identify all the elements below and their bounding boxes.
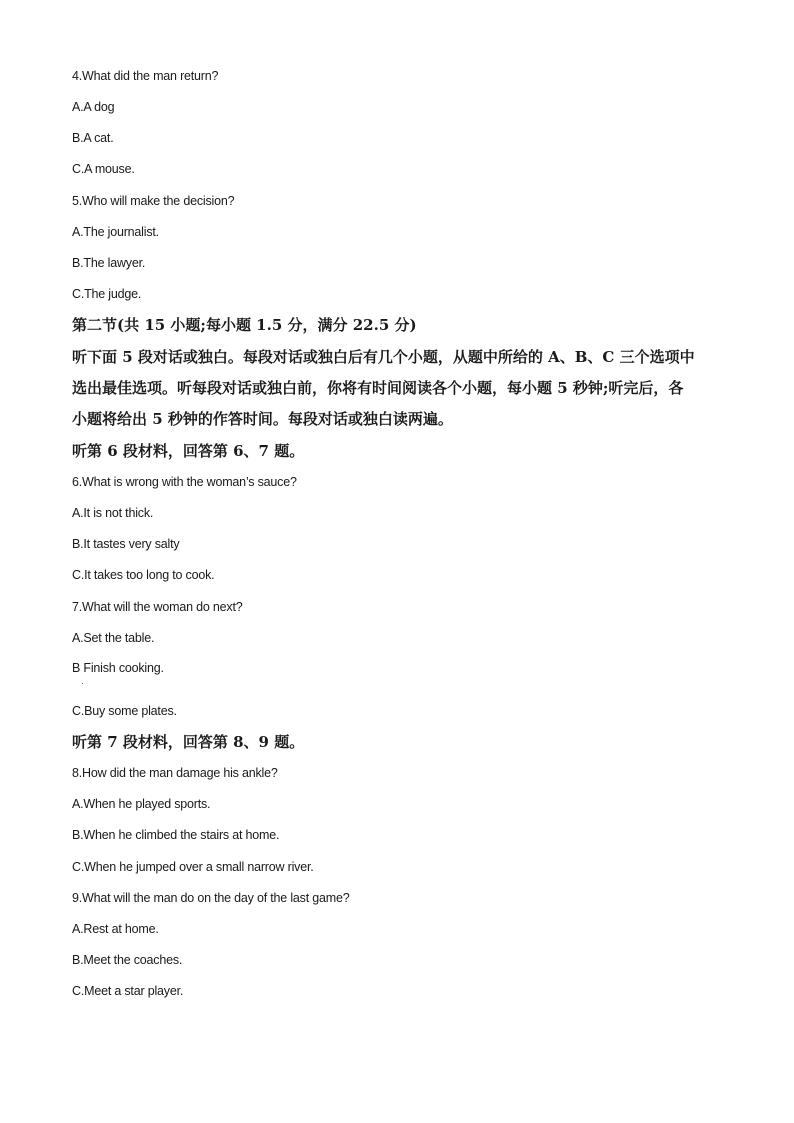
section-2-title: 第二节(共 15 小题;每小题 1.5 分，满分 22.5 分)	[72, 316, 417, 334]
q4-option-a: A.A dog	[72, 100, 115, 114]
section-2-instruction-line-2: 选出最佳选项。听每段对话或独白前，你将有时间阅读各个小题，每小题 5 秒钟;听完后，各	[72, 379, 684, 397]
q8-option-a: A.When he played sports.	[72, 797, 211, 811]
q7-option-b: B Finish cooking.	[72, 661, 164, 675]
q8-option-c: C.When he jumped over a small narrow river.	[72, 860, 314, 874]
question-7: 7.What will the woman do next?	[72, 600, 243, 614]
q8-option-b: B.When he climbed the stairs at home.	[72, 828, 280, 842]
question-5: 5.Who will make the decision?	[72, 194, 235, 208]
section-2-instruction-line-3: 小题将给出 5 秒钟的作答时间。每段对话或独白读两遍。	[72, 410, 453, 428]
stray-dot-mark: ·	[81, 679, 84, 688]
q6-option-c: C.It takes too long to cook.	[72, 568, 215, 582]
question-8: 8.How did the man damage his ankle?	[72, 766, 278, 780]
passage-6-heading: 听第 6 段材料，回答第 6、7 题。	[72, 442, 305, 460]
q5-option-b: B.The lawyer.	[72, 256, 146, 270]
q6-option-a: A.It is not thick.	[72, 506, 154, 520]
question-6: 6.What is wrong with the woman’s sauce?	[72, 475, 297, 489]
q6-option-b: B.It tastes very salty	[72, 537, 180, 551]
q9-option-a: A.Rest at home.	[72, 922, 159, 936]
passage-7-heading: 听第 7 段材料，回答第 8、9 题。	[72, 733, 305, 751]
q5-option-a: A.The journalist.	[72, 225, 159, 239]
section-2-instruction-line-1: 听下面 5 段对话或独白。每段对话或独白后有几个小题，从题中所给的 A、B、C 三个选项中	[72, 348, 695, 366]
q7-option-c: C.Buy some plates.	[72, 704, 177, 718]
q9-option-b: B.Meet the coaches.	[72, 953, 183, 967]
q4-option-c: C.A mouse.	[72, 162, 135, 176]
q9-option-c: C.Meet a star player.	[72, 984, 184, 998]
question-4: 4.What did the man return?	[72, 69, 219, 83]
q5-option-c: C.The judge.	[72, 287, 142, 301]
q4-option-b: B.A cat.	[72, 131, 114, 145]
q7-option-a: A.Set the table.	[72, 631, 155, 645]
question-9: 9.What will the man do on the day of the last game?	[72, 891, 350, 905]
